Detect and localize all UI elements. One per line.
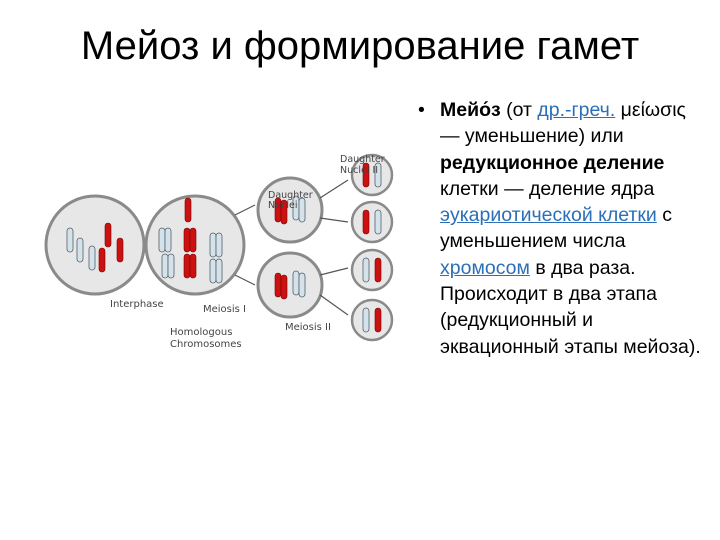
label-meiosis-two: Meiosis II	[285, 322, 331, 333]
daughter-nucleus-bottom	[258, 253, 322, 317]
link-eukaryotic-cell[interactable]: эукариотической клетки	[440, 204, 657, 227]
daughter-nucleus-ii-3	[352, 250, 392, 290]
daughter-nucleus-ii-4	[352, 300, 392, 340]
meiosis-diagram	[40, 150, 410, 390]
label-interphase: Interphase	[110, 299, 164, 310]
label-chromosomes: Chromosomes	[170, 339, 242, 350]
label-homologous: Homologous	[170, 327, 233, 338]
label-meiosis-one: Meiosis I	[203, 304, 247, 315]
slide-title: Мейоз и формирование гамет	[80, 24, 640, 68]
bullet-icon: •	[418, 99, 425, 121]
meiosis-one-cell	[146, 196, 244, 294]
term-reduction-division: редукционное деление	[440, 151, 665, 174]
link-ancient-greek[interactable]: др.-греч.	[537, 99, 616, 121]
label-daughter-ii-2: Nuclei II	[340, 165, 379, 176]
daughter-nucleus-ii-2	[352, 202, 392, 242]
label-daughter-ii-1: Daughter	[340, 154, 385, 165]
label-daughter-1: Daughter	[268, 190, 313, 201]
link-chromosomes[interactable]: хромосом	[440, 256, 530, 279]
definition-text: Мейо́з (от др.-греч. μείωσις — уменьшение) или редукционное деление клетки — деление ядра эукариотической клетки с уменьшением числа хромосом в два раза. Происходит в два этапа (редукционный и эквационный этапы мейоза).	[440, 99, 701, 358]
interphase-cell	[46, 196, 144, 294]
definition-block	[418, 97, 708, 360]
label-daughter-2: Nuclei	[268, 200, 298, 211]
term-meiosis: Мейо́з	[440, 99, 501, 121]
